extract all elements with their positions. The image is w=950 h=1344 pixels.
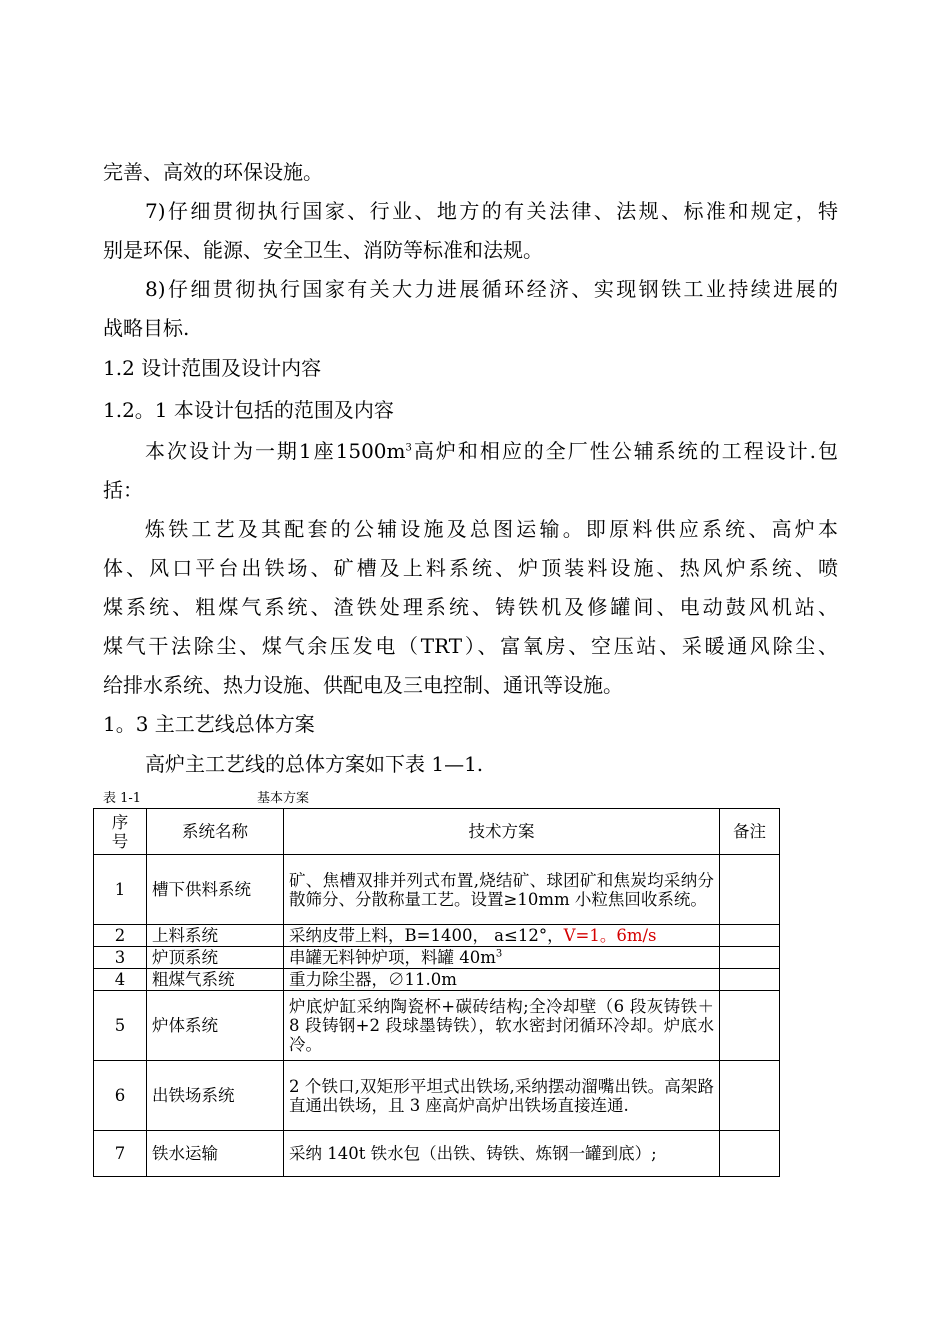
table-row <box>94 1061 780 1131</box>
cell-tech: 采纳 140t 铁水包（出铁、铸铁、炼钢一罐到底）; <box>284 1131 720 1177</box>
superscript: 3 <box>405 442 412 454</box>
cell-no: 5 <box>94 991 147 1061</box>
paragraph-line: 高炉主工艺线的总体方案如下表 1—1. <box>145 752 484 776</box>
paragraph-line: 给排水系统、热力设施、供配电及三电控制、通讯等设施。 <box>103 673 623 697</box>
table-header-row <box>94 809 780 855</box>
subsection-heading: 1.2。1 本设计包括的范围及内容 <box>103 398 394 422</box>
paragraph-line: 战略目标. <box>103 316 190 340</box>
table-caption-title: 基本方案 <box>257 791 310 806</box>
cell-name: 铁水运输 <box>147 1131 284 1177</box>
cell-note <box>720 969 780 991</box>
cell-tech <box>284 925 720 947</box>
header-tech: 技术方案 <box>284 809 720 855</box>
cell-note <box>720 855 780 925</box>
paragraph-line: 体、风口平台出铁场、矿槽及上料系统、炉顶装料设施、热风炉系统、喷 <box>103 556 838 580</box>
cell-name: 炉顶系统 <box>147 947 284 969</box>
header-note: 备注 <box>720 809 780 855</box>
superscript: 3 <box>495 948 503 960</box>
tech-text: 采纳皮带上料，B=1400， a≤12°， <box>289 926 564 945</box>
basic-plan-table <box>93 808 780 1177</box>
cell-no: 2 <box>94 925 147 947</box>
paragraph-line: 7)仔细贯彻执行国家、行业、地方的有关法律、法规、标准和规定，特 <box>145 199 838 223</box>
table-row <box>94 1131 780 1177</box>
cell-name: 出铁场系统 <box>147 1061 284 1131</box>
paragraph-line <box>145 439 838 463</box>
header-name: 系统名称 <box>147 809 284 855</box>
paragraph-line: 炼铁工艺及其配套的公辅设施及总图运输。即原料供应系统、高炉本 <box>145 517 838 541</box>
cell-tech: 2 个铁口,双矩形平坦式出铁场,采纳摆动溜嘴出铁。高架路直通出铁场，且 3 座高炉高炉出铁场直接连通. <box>284 1061 720 1131</box>
paragraph-line: 括： <box>103 478 143 502</box>
speed-value: V=1。6m/s <box>563 926 657 945</box>
table-row <box>94 991 780 1061</box>
paragraph-line: 煤系统、粗煤气系统、渣铁处理系统、铸铁机及修罐间、电动鼓风机站、 <box>103 595 838 619</box>
cell-no: 6 <box>94 1061 147 1131</box>
cell-name: 上料系统 <box>147 925 284 947</box>
cell-no: 3 <box>94 947 147 969</box>
table-row <box>94 855 780 925</box>
paragraph-line: 8)仔细贯彻执行国家有关大力进展循环经济、实现钢铁工业持续进展的 <box>145 277 838 301</box>
cell-note <box>720 991 780 1061</box>
cell-name: 炉体系统 <box>147 991 284 1061</box>
paragraph-line: 完善、高效的环保设施。 <box>103 160 323 184</box>
section-heading: 1.2 设计范围及设计内容 <box>103 356 322 380</box>
table-row <box>94 969 780 991</box>
paragraph-line: 别是环保、能源、安全卫生、消防等标准和法规。 <box>103 238 543 262</box>
cell-name: 粗煤气系统 <box>147 969 284 991</box>
paragraph-line: 煤气干法除尘、煤气余压发电（TRT）、富氧房、空压站、采暖通风除尘、 <box>103 634 838 658</box>
cell-note <box>720 1131 780 1177</box>
cell-no: 4 <box>94 969 147 991</box>
cell-tech: 重力除尘器，∅11.0m <box>284 969 720 991</box>
table-caption-number: 表 1-1 <box>103 791 142 806</box>
header-no: 序号 <box>94 809 147 855</box>
cell-name: 槽下供料系统 <box>147 855 284 925</box>
cell-no: 7 <box>94 1131 147 1177</box>
cell-tech: 矿、焦槽双排并列式布置,烧结矿、球团矿和焦炭均采纳分散筛分、分散称量工艺。设置≥10mm 小粒焦回收系统。 <box>284 855 720 925</box>
paragraph-text: 高炉和相应的全厂性公辅系统的工程设计.包 <box>411 439 839 463</box>
table-row <box>94 925 780 947</box>
table-row <box>94 947 780 969</box>
cell-note <box>720 947 780 969</box>
cell-tech: 炉底炉缸采纳陶瓷杯+碳砖结构;全冷却壁（6 段灰铸铁＋8 段铸钢+2 段球墨铸铁），软水密封闭循环冷却。炉底水冷。 <box>284 991 720 1061</box>
paragraph-text: 本次设计为一期1座1500m <box>145 439 406 463</box>
cell-note <box>720 1061 780 1131</box>
section-heading: 1。3 主工艺线总体方案 <box>103 712 315 736</box>
cell-tech <box>284 947 720 969</box>
cell-note <box>720 925 780 947</box>
cell-no: 1 <box>94 855 147 925</box>
tech-text: 串罐无料钟炉项，料罐 40m <box>289 948 496 967</box>
